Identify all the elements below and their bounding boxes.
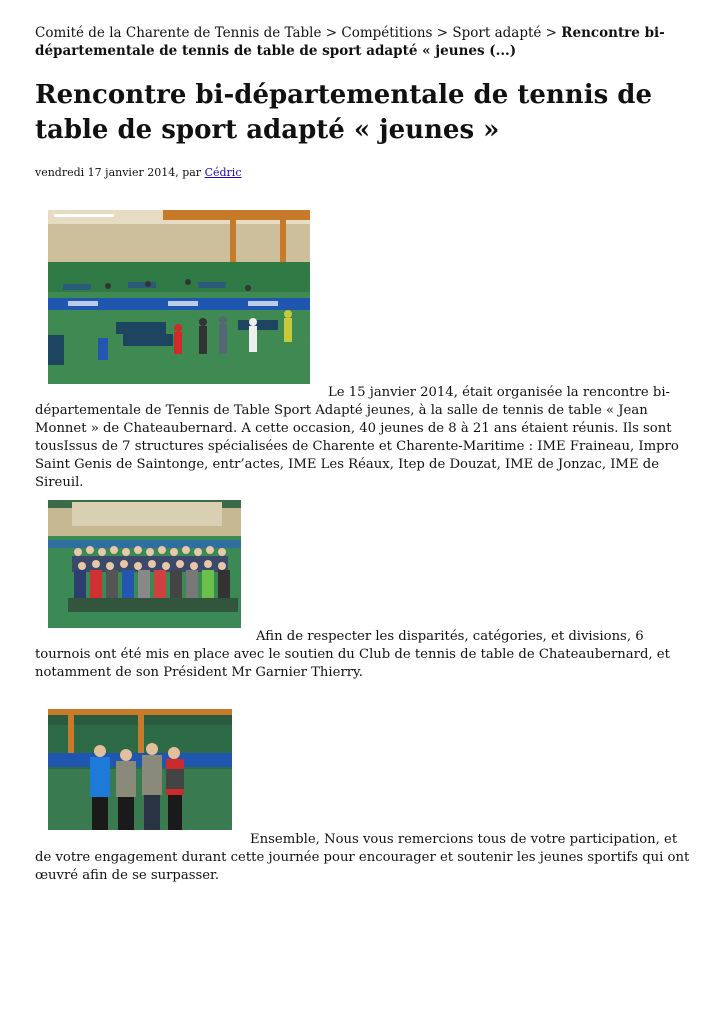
photo-group (48, 500, 241, 628)
article-date: vendredi 17 janvier 2014 (35, 166, 176, 179)
breadcrumb-separator: > (436, 25, 449, 41)
breadcrumb-link-sport-adapte[interactable]: Sport adapté (452, 25, 542, 41)
paragraph-3-text: Ensemble, Nous vous remercions tous de votre participation, et de votre engagement durant cette journée pour encourager et soutenir les jeunes sportifs qui ont œuvré afin de se surpasser. (35, 832, 690, 883)
paragraph-1-text: Le 15 janvier 2014, était organisée la rencontre bi-départementale de Tennis de Table Sport Adapté jeunes, à la salle de tennis de table « Jean Monnet » de Chateaubernard. A cette occasion, 40 jeunes de 8 à 21 ans étaient réunis. Ils sont tousIssus de 7 structures spécialisées de Charente et Charente-Maritime : IME Fraineau, Impro Saint Genis de Saintonge, entr’actes, IME Les Réaux, Itep de Douzat, IME de Jonzac, IME de Sireuil. (35, 385, 679, 490)
photo-gym-hall (48, 210, 310, 384)
breadcrumb-link-competitions[interactable]: Compétitions (341, 25, 433, 41)
article-by: , par (175, 166, 205, 179)
paragraph-3 (35, 831, 695, 885)
photo-four-players (48, 709, 232, 830)
breadcrumb-link-comite[interactable]: Comité de la Charente de Tennis de Table (35, 25, 322, 41)
breadcrumb (35, 24, 695, 60)
author-link[interactable]: Cédric (204, 166, 242, 179)
breadcrumb-current: Rencontre bi-départementale de tennis de table de sport adapté « jeunes (...) (35, 25, 665, 59)
paragraph-2-text: Afin de respecter les disparités, catégories, et divisions, 6 tournois ont été mis en place avec le soutien du Club de tennis de table de Chateaubernard, et notamment de son Président Mr Garnier Thierry. (35, 629, 670, 680)
breadcrumb-separator: > (325, 25, 338, 41)
paragraph-2 (35, 628, 695, 682)
paragraph-1 (35, 384, 695, 492)
page-title: Rencontre bi-départementale de tennis de table de sport adapté « jeunes » (35, 80, 652, 145)
article-meta (35, 165, 241, 181)
breadcrumb-separator: > (545, 25, 557, 41)
